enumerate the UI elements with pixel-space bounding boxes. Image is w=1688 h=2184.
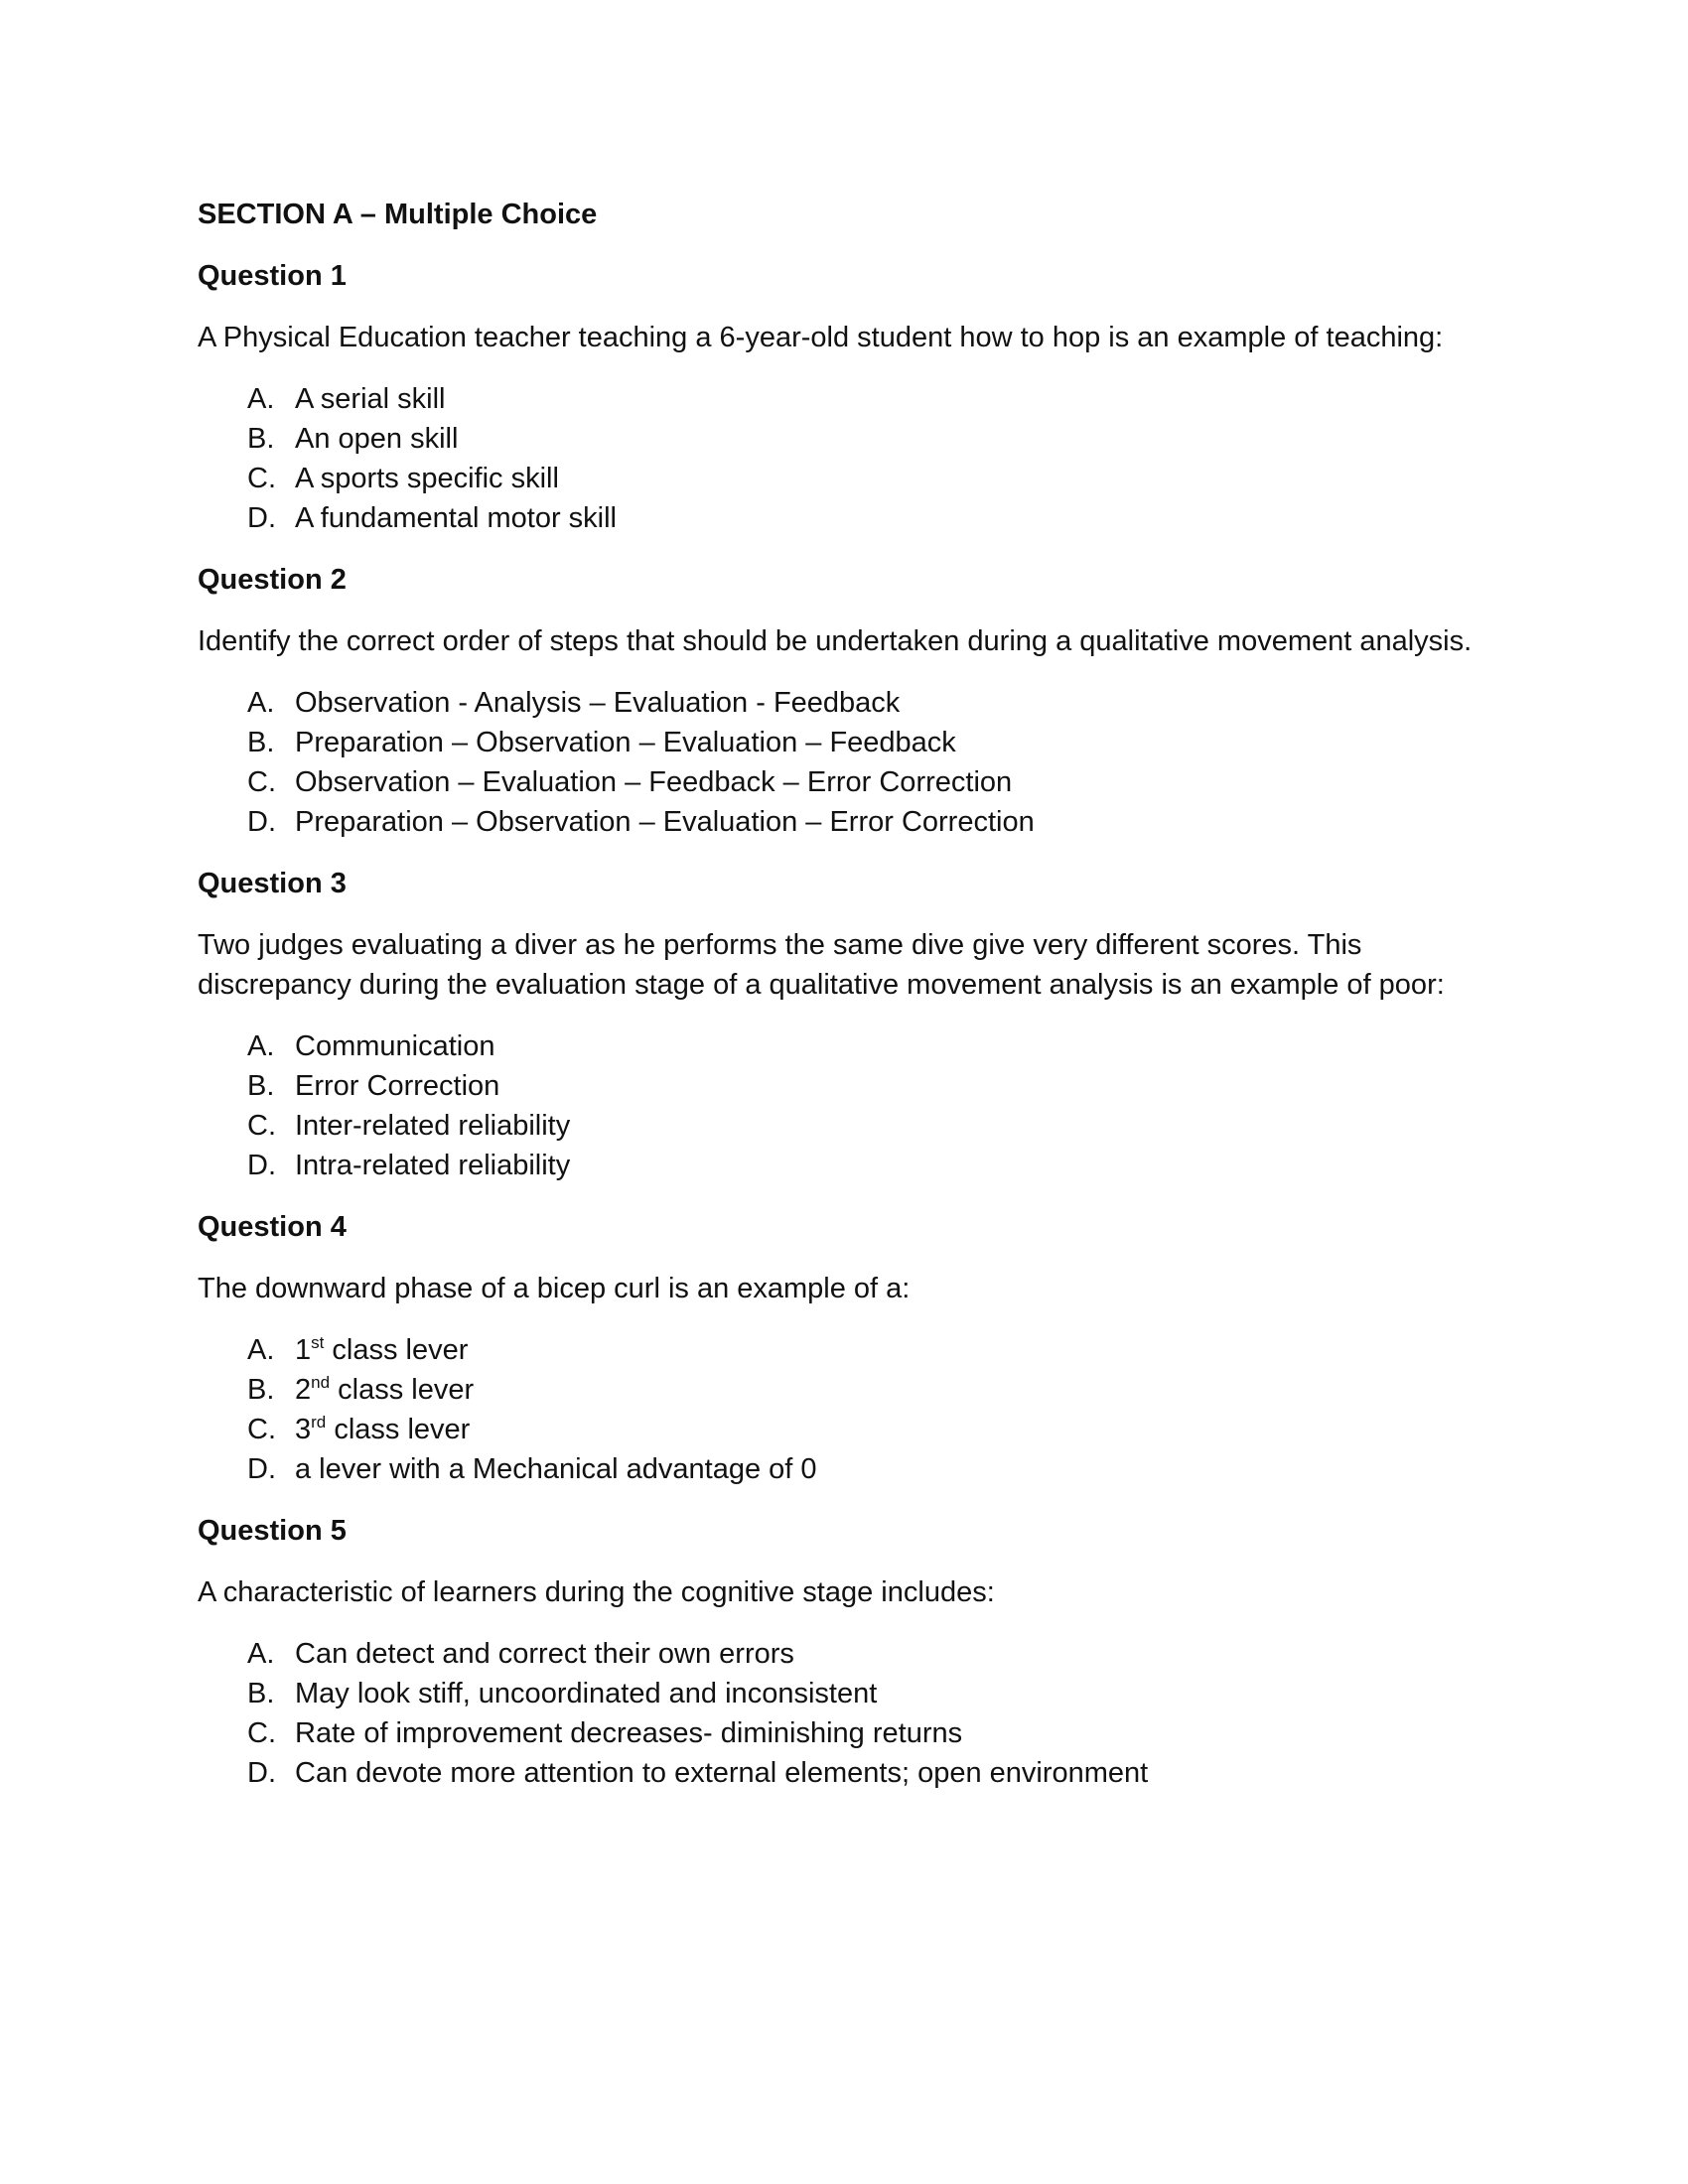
option-ordinal-number: 2 xyxy=(295,1374,312,1406)
option-text: Observation – Evaluation – Feedback – Error Correction xyxy=(295,766,1013,798)
option-text: Preparation – Observation – Evaluation – Error Correction xyxy=(295,806,1035,838)
option-item xyxy=(198,1410,1488,1449)
question-text: A characteristic of learners during the cognitive stage includes: xyxy=(198,1576,995,1608)
option-text: A sports specific skill xyxy=(295,463,559,494)
option-letter: C. xyxy=(247,1717,276,1749)
question-heading: Question 5 xyxy=(198,1515,347,1547)
option-letter: B. xyxy=(247,1678,275,1709)
option-letter: D. xyxy=(247,1150,276,1181)
option-letter: B. xyxy=(247,423,275,455)
option-letter: D. xyxy=(247,806,276,838)
option-text: Error Correction xyxy=(295,1070,500,1102)
option-letter: D. xyxy=(247,1453,276,1485)
option-item xyxy=(198,459,1488,498)
option-text: A serial skill xyxy=(295,383,446,415)
document-page xyxy=(198,195,1488,1793)
option-item xyxy=(198,1146,1488,1185)
question-heading: Question 2 xyxy=(198,564,347,596)
option-item xyxy=(198,762,1488,802)
option-text: class lever xyxy=(324,1334,469,1366)
option-text: class lever xyxy=(330,1374,475,1406)
option-item xyxy=(198,419,1488,459)
option-text: Inter-related reliability xyxy=(295,1110,571,1142)
option-text: May look stiff, uncoordinated and inconsistent xyxy=(295,1678,878,1709)
option-letter: C. xyxy=(247,463,276,494)
option-item xyxy=(198,1634,1488,1674)
question-block xyxy=(198,256,1488,538)
option-text: Preparation – Observation – Evaluation – Feedback xyxy=(295,727,956,758)
option-item xyxy=(198,1449,1488,1489)
option-item xyxy=(198,498,1488,538)
option-letter: A. xyxy=(247,1030,275,1062)
question-heading: Question 4 xyxy=(198,1211,347,1243)
question-block xyxy=(198,864,1488,1185)
option-item xyxy=(198,1026,1488,1066)
option-letter: B. xyxy=(247,1070,275,1102)
option-letter: D. xyxy=(247,1757,276,1789)
option-letter: A. xyxy=(247,1638,275,1670)
option-letter: B. xyxy=(247,727,275,758)
option-list xyxy=(198,683,1488,842)
option-item xyxy=(198,1370,1488,1410)
question-text: The downward phase of a bicep curl is an example of a: xyxy=(198,1273,911,1304)
option-item xyxy=(198,1713,1488,1753)
option-letter: A. xyxy=(247,687,275,719)
question-heading: Question 3 xyxy=(198,868,347,899)
option-text: Observation - Analysis – Evaluation - Feedback xyxy=(295,687,901,719)
option-item xyxy=(198,683,1488,723)
option-letter: A. xyxy=(247,383,275,415)
question-block xyxy=(198,560,1488,842)
question-block xyxy=(198,1511,1488,1793)
section-title: SECTION A – Multiple Choice xyxy=(198,199,598,230)
option-text: Can devote more attention to external elements; open environment xyxy=(295,1757,1149,1789)
option-item xyxy=(198,723,1488,762)
option-item xyxy=(198,802,1488,842)
option-letter: C. xyxy=(247,1414,276,1445)
option-letter: B. xyxy=(247,1374,275,1406)
option-letter: C. xyxy=(247,766,276,798)
option-text: Can detect and correct their own errors xyxy=(295,1638,794,1670)
option-item xyxy=(198,1330,1488,1370)
question-heading: Question 1 xyxy=(198,260,347,292)
option-item xyxy=(198,379,1488,419)
option-list xyxy=(198,1634,1488,1793)
option-item xyxy=(198,1753,1488,1793)
question-text: Two judges evaluating a diver as he performs the same dive give very different scores. This discrepancy during the evaluation stage of a qualitative movement analysis is an example of poor: xyxy=(198,929,1445,1001)
option-item xyxy=(198,1674,1488,1713)
option-text: a lever with a Mechanical advantage of 0 xyxy=(295,1453,817,1485)
option-text: class lever xyxy=(326,1414,471,1445)
option-letter: C. xyxy=(247,1110,276,1142)
option-ordinal-suffix: nd xyxy=(311,1373,331,1392)
option-letter: A. xyxy=(247,1334,275,1366)
option-letter: D. xyxy=(247,502,276,534)
option-ordinal-suffix: st xyxy=(311,1333,325,1352)
option-ordinal-number: 3 xyxy=(295,1414,312,1445)
option-item xyxy=(198,1106,1488,1146)
option-text: A fundamental motor skill xyxy=(295,502,617,534)
option-ordinal-suffix: rd xyxy=(311,1413,327,1432)
question-block xyxy=(198,1207,1488,1489)
option-list xyxy=(198,379,1488,538)
option-list xyxy=(198,1330,1488,1489)
option-item xyxy=(198,1066,1488,1106)
option-text: Communication xyxy=(295,1030,495,1062)
question-text: Identify the correct order of steps that should be undertaken during a qualitative movement analysis. xyxy=(198,625,1473,657)
option-text: An open skill xyxy=(295,423,459,455)
option-ordinal-number: 1 xyxy=(295,1334,312,1366)
option-text: Rate of improvement decreases- diminishing returns xyxy=(295,1717,963,1749)
option-text: Intra-related reliability xyxy=(295,1150,571,1181)
option-list xyxy=(198,1026,1488,1185)
question-text: A Physical Education teacher teaching a 6-year-old student how to hop is an example of teaching: xyxy=(198,322,1444,353)
